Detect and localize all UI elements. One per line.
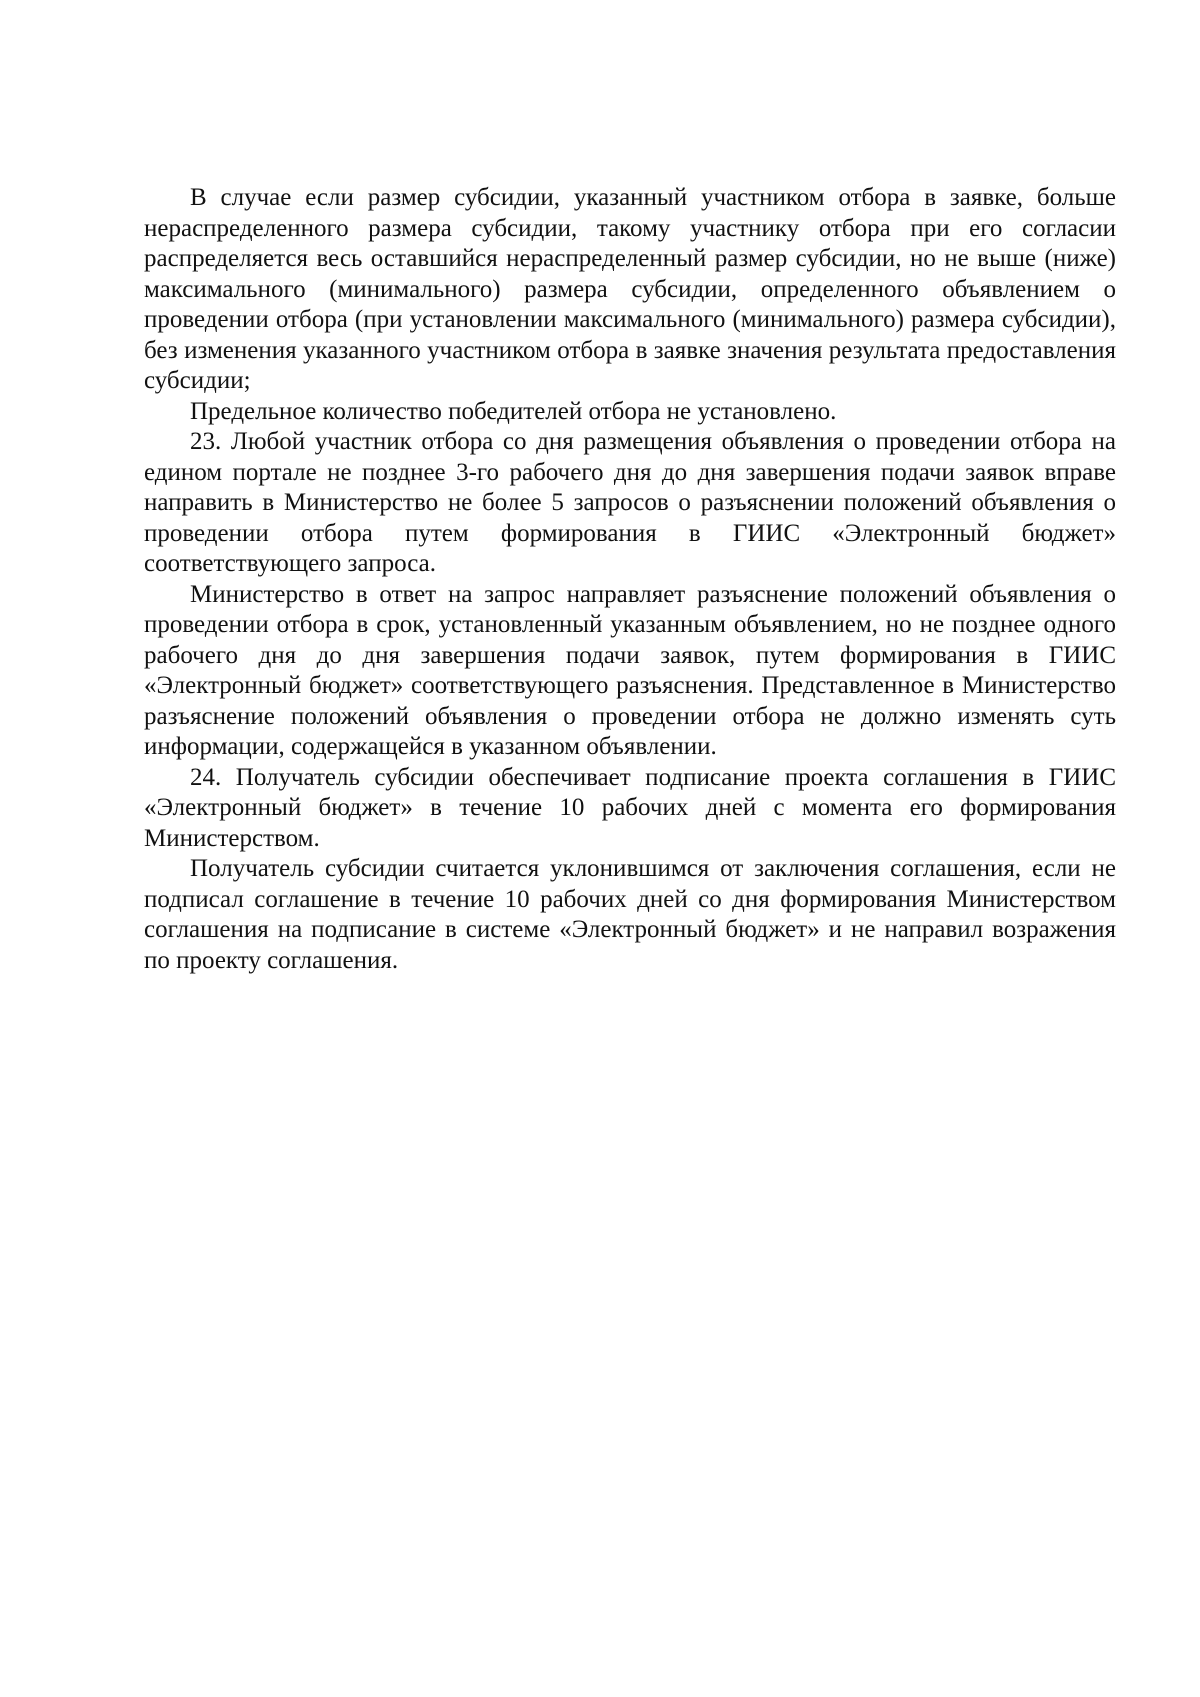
paragraph-clause-23: 23. Любой участник отбора со дня размещения объявления о проведении отбора на едином портале не позднее 3-го рабочего дня до дня завершения подачи заявок вправе направить в Министерство не более 5 запросов о разъяснении положений объявления о проведении отбора путем формирования в ГИИС «Электронный бюджет» соответствующего запроса.	[144, 428, 1116, 577]
paragraph-clause-24: 24. Получатель субсидии обеспечивает подписание проекта соглашения в ГИИС «Электронный бюджет» в течение 10 рабочих дней с момента его формирования Министерством.	[144, 763, 1116, 852]
paragraph-ministry-response: Министерство в ответ на запрос направляет разъяснение положений объявления о проведении отбора в срок, установленный указанным объявлением, но не позднее одного рабочего дня до дня завершения подачи заявок, путем формирования в ГИИС «Электронный бюджет» соответствующего разъяснения. Представленное в Министерство разъяснение положений объявления о проведении отбора не должно изменять суть информации, содержащейся в указанном объявлении.	[144, 580, 1116, 760]
document-text-body	[144, 183, 1116, 976]
paragraph-winners-limit: Предельное количество победителей отбора не установлено.	[190, 397, 837, 425]
paragraph-evasion: Получатель субсидии считается уклонившимся от заключения соглашения, если не подписал соглашение в течение 10 рабочих дней со дня формирования Министерством соглашения на подписание в системе «Электронный бюджет» и не направил возражения по проекту соглашения.	[144, 855, 1116, 974]
paragraph-subsidy-distribution: В случае если размер субсидии, указанный участником отбора в заявке, больше нераспределенного размера субсидии, такому участнику отбора при его согласии распределяется весь оставшийся нераспределенный размер субсидии, но не выше (ниже) максимального (минимального) размера субсидии, определенного объявлением о проведении отбора (при установлении максимального (минимального) размера субсидии), без изменения указанного участником отбора в заявке значения результата предоставления субсидии;	[144, 184, 1116, 394]
